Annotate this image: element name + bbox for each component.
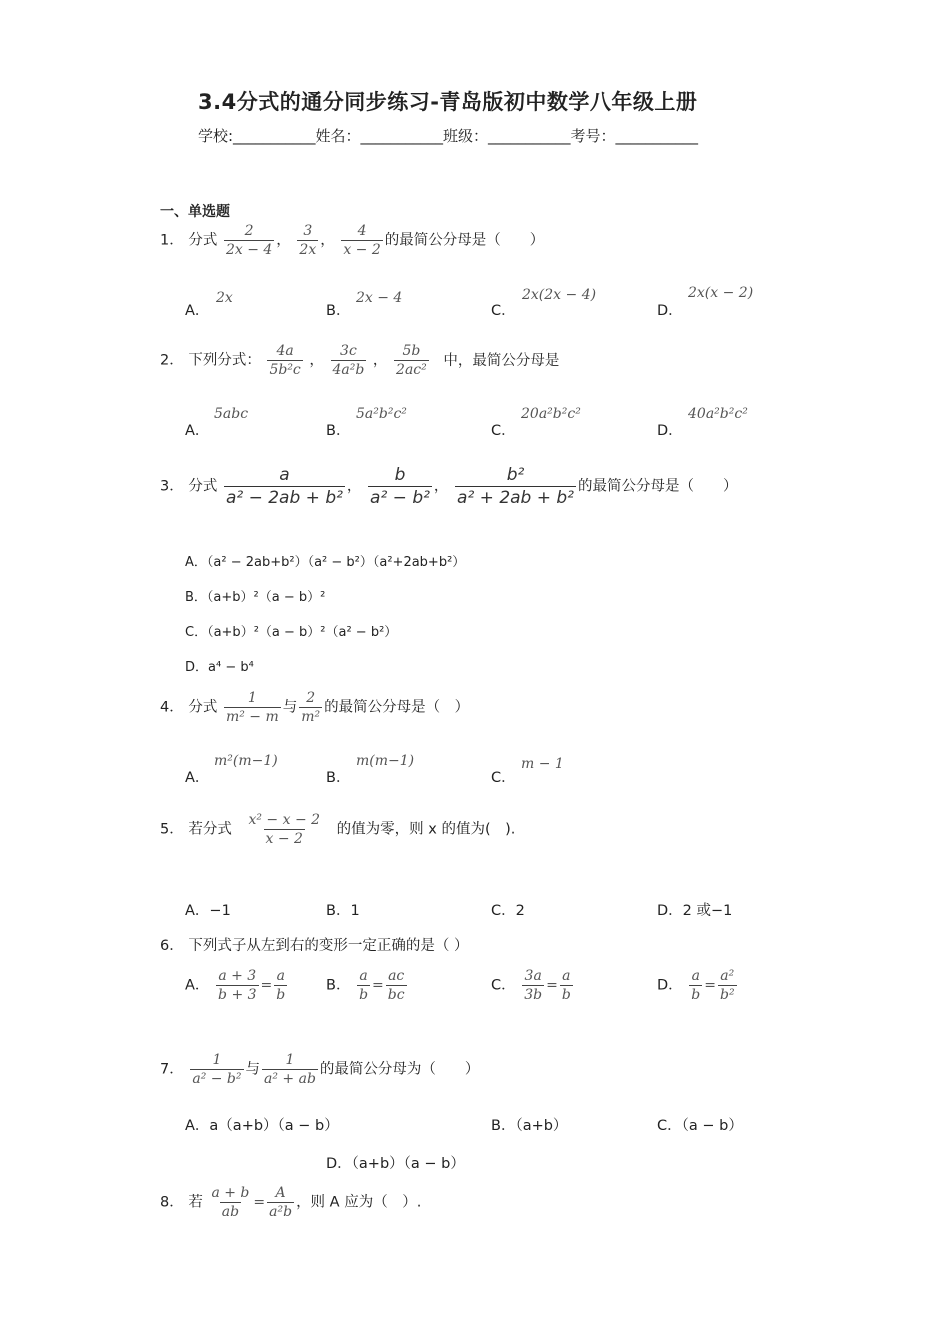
fraction: $\frac{4a}{\text{5b²c}}$ (269, 343, 301, 378)
option-d[interactable]: D．a⁴ − b⁴ (185, 660, 254, 675)
fraction: $\frac{5b}{\text{2ac²}}$ (396, 343, 427, 378)
question-2: 2． 下列分式： $\frac{4a}{\text{5b²c}}$ ， $\frac{3c}{\text{4a²b}}$ ， $\frac{5b}{\text{2ac²}}$ 中，最简公分母是 (160, 343, 560, 378)
fraction: $\frac{1}{\text{a² + ab}}$ (264, 1052, 316, 1087)
question-text: 下列式子从左到右的变形一定正确的是（ ） (188, 938, 469, 954)
fraction: $\frac{3c}{\text{4a²b}}$ (332, 343, 365, 378)
option-d[interactable]: D． (657, 423, 683, 439)
question-number: 8． (160, 1194, 184, 1211)
section-heading: 一、单选题 (160, 204, 230, 220)
option-a[interactable]: A．（a² − 2ab+b²）（a² − b²）（a²+2ab+b²） (185, 555, 466, 570)
question-text: 若分式 (188, 821, 232, 838)
question-text: 分式 (188, 478, 218, 495)
option-c[interactable]: C． (491, 303, 516, 319)
option-a[interactable]: A． (185, 770, 210, 786)
fraction: $\frac{a}{\text{a² − 2ab + b²}}$ (225, 465, 343, 508)
option-c[interactable]: C． $\frac{3a}{3b}$ = $\frac{a}{b}$ (491, 968, 571, 1003)
option-d[interactable]: D． (657, 303, 683, 319)
option-c[interactable]: C．2 (491, 903, 525, 919)
fraction: $\frac{2}{2x - 4}$ (225, 223, 273, 258)
question-text: 分式 (188, 232, 218, 249)
option-d-expression: 40a²b²c² (688, 406, 748, 422)
option-c[interactable]: C．（a − b） (657, 1118, 743, 1134)
question-number: 5． (160, 821, 184, 838)
question-number: 6． (160, 938, 184, 954)
question-7: 7． $\frac{1}{\text{a² − b²}}$ 与 $\frac{1}{\text{a² + ab}}$ 的最简公分母为（ ） (160, 1052, 480, 1087)
question-text: 下列分式： (188, 352, 261, 369)
question-number: 4． (160, 699, 184, 716)
question-1: 1． 分式 $\frac{2}{2x - 4}$ ， $\frac{3}{2x}$ ， $\frac{4}{x - 2}$ 的最简公分母是（ ） (160, 223, 545, 258)
option-b[interactable]: B． (326, 423, 351, 439)
option-c-expression: 2x(2x − 4) (522, 287, 597, 303)
fraction: $\frac{\text{x² − x − 2}}{x - 2}$ (248, 812, 321, 847)
fraction: $\frac{2}{\text{m²}}$ (301, 690, 321, 725)
option-b-expression: 5a²b²c² (356, 406, 407, 422)
question-5 (160, 812, 515, 847)
option-c[interactable]: C．（a+b）²（a − b）²（a² − b²） (185, 625, 398, 640)
question-text: 的最简公分母是（ ） (324, 699, 470, 716)
question-number: 3． (160, 478, 184, 495)
option-d[interactable]: D．（a+b）（a − b） (326, 1156, 465, 1172)
option-a-expression: m²(m−1) (214, 753, 278, 769)
option-c-expression: m − 1 (521, 756, 564, 772)
option-d[interactable]: D． $\frac{a}{b}$ = $\frac{\text{a²}}{\text{b²}}$ (657, 968, 735, 1003)
option-a[interactable]: A． (185, 303, 210, 319)
option-d[interactable]: D．2 或−1 (657, 903, 733, 919)
option-a[interactable]: A． $\frac{a + 3}{b + 3}$ = $\frac{a}{b}$ (185, 968, 286, 1003)
fraction: $\frac{b}{\text{a² − b²}}$ (370, 465, 430, 508)
option-a-expression: 5abc (214, 406, 249, 422)
option-b[interactable]: B． (326, 303, 351, 319)
student-info-line: 学校:___________姓名：___________班级：___________考号：___________ (198, 127, 699, 145)
option-d-expression: 2x(x − 2) (688, 285, 754, 301)
question-number: 7． (160, 1061, 184, 1078)
option-a-expression: 2x (216, 290, 233, 306)
question-text: 中，最简公分母是 (443, 352, 560, 369)
question-text: 的值为零，则 x 的值为( ). (336, 821, 516, 838)
fraction: $\frac{A}{\text{a²b}}$ (269, 1185, 293, 1220)
fraction: $\frac{1}{\text{m² − m}}$ (225, 690, 279, 725)
option-b-expression: 2x − 4 (356, 290, 403, 306)
fraction: $\frac{\text{b²}}{\text{a² + 2ab + b²}}$ (457, 465, 574, 508)
fraction: $\frac{3}{2x}$ (299, 223, 317, 258)
option-b[interactable]: B．（a+b）²（a − b）² (185, 590, 326, 605)
question-3: 3． 分式 $\frac{a}{\text{a² − 2ab + b²}}$ ， $\frac{b}{\text{a² − b²}}$ ， $\frac{\text{b²}}{\text{a² + 2ab + b²}}$ 的最简公分母是（ ） (160, 465, 738, 508)
fraction: $\frac{a + b}{ab}$ (211, 1185, 250, 1220)
option-b[interactable]: B． $\frac{a}{b}$ = $\frac{ac}{bc}$ (326, 968, 405, 1003)
option-c[interactable]: C． (491, 423, 516, 439)
option-b[interactable]: B． (326, 770, 351, 786)
option-b[interactable]: B．1 (326, 903, 360, 919)
option-a[interactable]: A． (185, 423, 210, 439)
question-number: 1． (160, 232, 184, 249)
question-text: 分式 (188, 699, 218, 716)
question-8: 8． 若 $\frac{a + b}{ab}$ = $\frac{A}{\text{a²b}}$ ，则 A 应为（ ）. (160, 1185, 422, 1220)
fraction: $\frac{1}{\text{a² − b²}}$ (192, 1052, 242, 1087)
option-a[interactable]: A．a（a+b）（a − b） (185, 1118, 339, 1134)
option-c[interactable]: C． (491, 770, 516, 786)
option-a[interactable]: A．−1 (185, 903, 231, 919)
question-number: 2． (160, 352, 184, 369)
question-text: 若 (188, 1194, 203, 1211)
question-text: 的最简公分母是（ ） (578, 478, 738, 495)
fraction: $\frac{4}{x - 2}$ (343, 223, 381, 258)
option-b[interactable]: B．（a+b） (491, 1118, 568, 1134)
question-4: 4． 分式 $\frac{1}{\text{m² − m}}$ 与 $\frac{2}{\text{m²}}$ 的最简公分母是（ ） (160, 690, 470, 725)
question-text: 的最简公分母为（ ） (319, 1061, 480, 1078)
page-title: 3.4分式的通分同步练习-青岛版初中数学八年级上册 (198, 90, 698, 114)
question-text: 的最简公分母是（ ） (384, 232, 545, 249)
question-text: ，则 A 应为（ ）. (296, 1194, 422, 1211)
option-c-expression: 20a²b²c² (521, 406, 581, 422)
option-b-expression: m(m−1) (356, 753, 415, 769)
question-6 (160, 934, 468, 955)
